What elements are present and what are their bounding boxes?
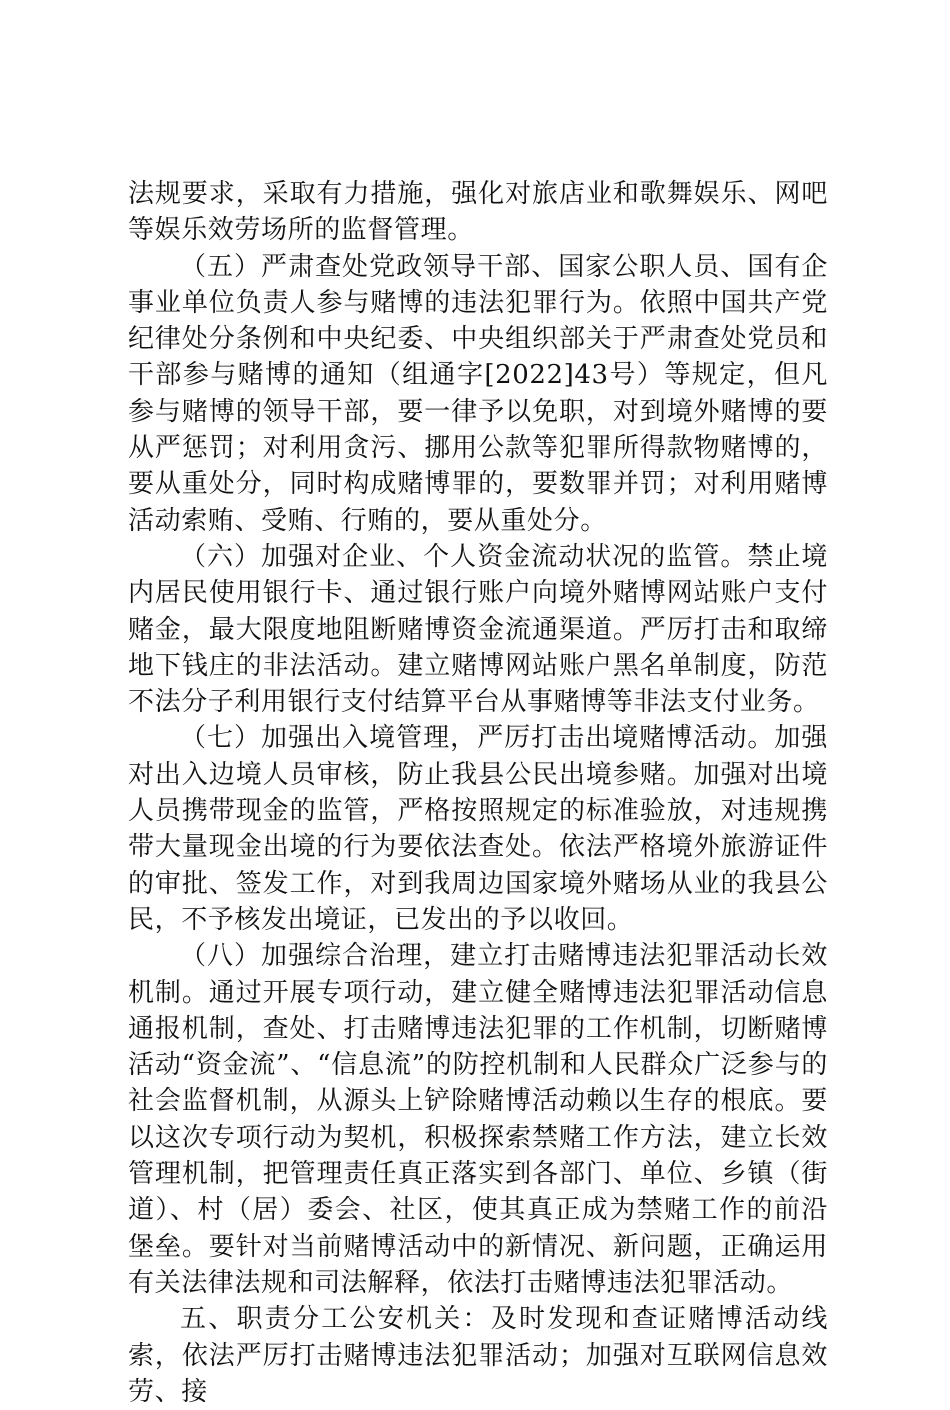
document-body [128,176,828,1410]
paragraph-7: （七）加强出入境管理，严厉打击出境赌博活动。加强对出入边境人员审核，防止我县公民出境参赌。加强对出境人员携带现金的监管，严格按照规定的标准验放，对违规携带大量现金出境的行为要依法查处。依法严格境外旅游证件的审批、签发工作，对到我周边国家境外赌场从业的我县公民，不予核发出境证，已发出的予以收回。 [128,723,828,935]
paragraph-section-5: 五、职责分工公安机关：及时发现和查证赌博活动线索，依法严厉打击赌博违法犯罪活动；加强对互联网信息效劳、接 [128,1304,828,1407]
paragraph-5: （五）严肃查处党政领导干部、国家公职人员、国有企事业单位负责人参与赌博的违法犯罪行为。依照中国共产党纪律处分条例和中央纪委、中央组织部关于严肃查处党员和干部参与赌博的通知（组通字[2022]43号）等规定，但凡参与赌博的领导干部，要一律予以免职，对到境外赌博的要从严惩罚；对利用贪污、挪用公款等犯罪所得款物赌博的，要从重处分，同时构成赌博罪的，要数罪并罚；对利用赌博活动索贿、受贿、行贿的，要从重处分。 [128,251,828,536]
paragraph-continuation: 法规要求，采取有力措施，强化对旅店业和歌舞娱乐、网吧等娱乐效劳场所的监督管理。 [128,179,828,246]
paragraph-6: （六）加强对企业、个人资金流动状况的监管。禁止境内居民使用银行卡、通过银行账户向境外赌博网站账户支付赌金，最大限度地阻断赌博资金流通渠道。严厉打击和取缔地下钱庄的非法活动。建立赌博网站账户黑名单制度，防范不法分子利用银行支付结算平台从事赌博等非法支付业务。 [128,541,828,718]
paragraph-8: （八）加强综合治理，建立打击赌博违法犯罪活动长效机制。通过开展专项行动，建立健全赌博违法犯罪活动信息通报机制，查处、打击赌博违法犯罪的工作机制，切断赌博活动“资金流”、“信息流”的防控机制和人民群众广泛参与的社会监督机制，从源头上铲除赌博活动赖以生存的根底。要以这次专项行动为契机，积极探索禁赌工作方法，建立长效管理机制，把管理责任真正落实到各部门、单位、乡镇（街道）、村（居）委会、社区，使其真正成为禁赌工作的前沿堡垒。要针对当前赌博活动中的新情况、新问题，正确运用有关法律法规和司法解释，依法打击赌博违法犯罪活动。 [128,941,828,1298]
